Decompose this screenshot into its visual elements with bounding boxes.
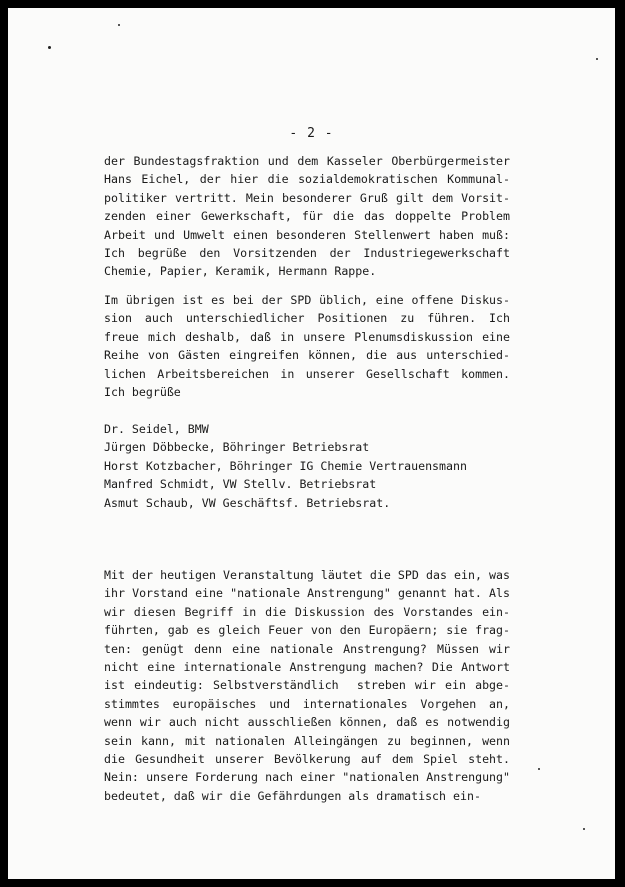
text-line: bedeutet, daß wir die Gefährdungen als dramatisch ein- bbox=[104, 788, 481, 803]
scan-speck bbox=[538, 768, 540, 770]
text-line: wenn wir auch nicht ausschließen können, daß es notwendig bbox=[104, 715, 510, 730]
text-line: politiker vertritt. Mein besonderer Gruß gilt dem Vorsit- bbox=[104, 190, 510, 205]
list-item: Jürgen Döbbecke, Böhringer Betriebsrat bbox=[104, 440, 370, 455]
list-item: Horst Kotzbacher, Böhringer IG Chemie Vertrauensmann bbox=[104, 458, 467, 473]
list-item: Asmut Schaub, VW Geschäftsf. Betriebsrat. bbox=[104, 495, 391, 510]
paragraph-intro bbox=[104, 152, 510, 281]
guest-list bbox=[104, 420, 510, 512]
text-line: zenden einer Gewerkschaft, für die das doppelte Problem bbox=[104, 209, 510, 224]
text-line: sein kann, mit nationalen Alleingängen zu beginnen, wenn bbox=[104, 733, 510, 748]
text-line: Ich begrüße den Vorsitzenden der Industriegewerkschaft bbox=[104, 245, 510, 260]
scan-speck bbox=[596, 58, 598, 60]
list-item: Dr. Seidel, BMW bbox=[104, 422, 209, 436]
text-line: Reihe von Gästen eingreifen können, die aus unterschied- bbox=[104, 348, 510, 363]
scan-speck bbox=[118, 24, 120, 26]
page-number: - 2 - bbox=[289, 126, 334, 141]
paragraph-discussion bbox=[104, 291, 510, 401]
text-line: ihr Vorstand eine "nationale Anstrengung" genannt hat. Als bbox=[104, 586, 510, 601]
scan-speck bbox=[48, 46, 51, 49]
text-line: Chemie, Papier, Keramik, Hermann Rappe. bbox=[104, 264, 377, 279]
text-line: nicht eine internationale Anstrengung machen? Die Antwort bbox=[104, 659, 510, 674]
text-line: wir diesen Begriff in die Diskussion des Vorstandes ein- bbox=[104, 604, 510, 619]
text-line: ten: genügt denn eine nationale Anstrengung? Müssen wir bbox=[104, 641, 510, 656]
text-line: freue mich deshalb, daß in unsere Plenumsdiskussion eine bbox=[104, 329, 510, 344]
document-page bbox=[8, 8, 615, 879]
text-line: die Gesundheit unserer Bevölkerung auf dem Spiel steht. bbox=[104, 751, 510, 766]
text-line: Im übrigen ist es bei der SPD üblich, eine offene Diskus- bbox=[104, 293, 510, 307]
list-item: Manfred Schmidt, VW Stellv. Betriebsrat bbox=[104, 477, 377, 492]
text-line: ist eindeutig: Selbstverständlich streben wir ein abge- bbox=[104, 678, 510, 693]
paragraph-national-effort bbox=[104, 566, 510, 805]
scan-speck bbox=[583, 828, 585, 830]
text-line: stimmtes europäisches und internationales Vorgehen an, bbox=[104, 696, 510, 711]
text-line: Hans Eichel, der hier die sozialdemokratischen Kommunal- bbox=[104, 172, 510, 187]
text-line: Mit der heutigen Veranstaltung läutet die SPD das ein, was bbox=[104, 568, 510, 582]
text-line: Arbeit und Umwelt einen besonderen Stellenwert haben muß: bbox=[104, 227, 510, 242]
text-line: Nein: unsere Forderung nach einer "nationalen Anstrengung" bbox=[104, 770, 510, 785]
text-line: lichen Arbeitsbereichen in unserer Gesellschaft kommen. bbox=[104, 366, 510, 381]
text-line: der Bundestagsfraktion und dem Kasseler Oberbürgermeister bbox=[104, 154, 510, 168]
text-line: führten, gab es gleich Feuer von den Europäern; sie frag- bbox=[104, 623, 510, 638]
text-line: sion auch unterschiedlicher Positionen zu führen. Ich bbox=[104, 311, 510, 326]
text-line: Ich begrüße bbox=[104, 384, 181, 399]
